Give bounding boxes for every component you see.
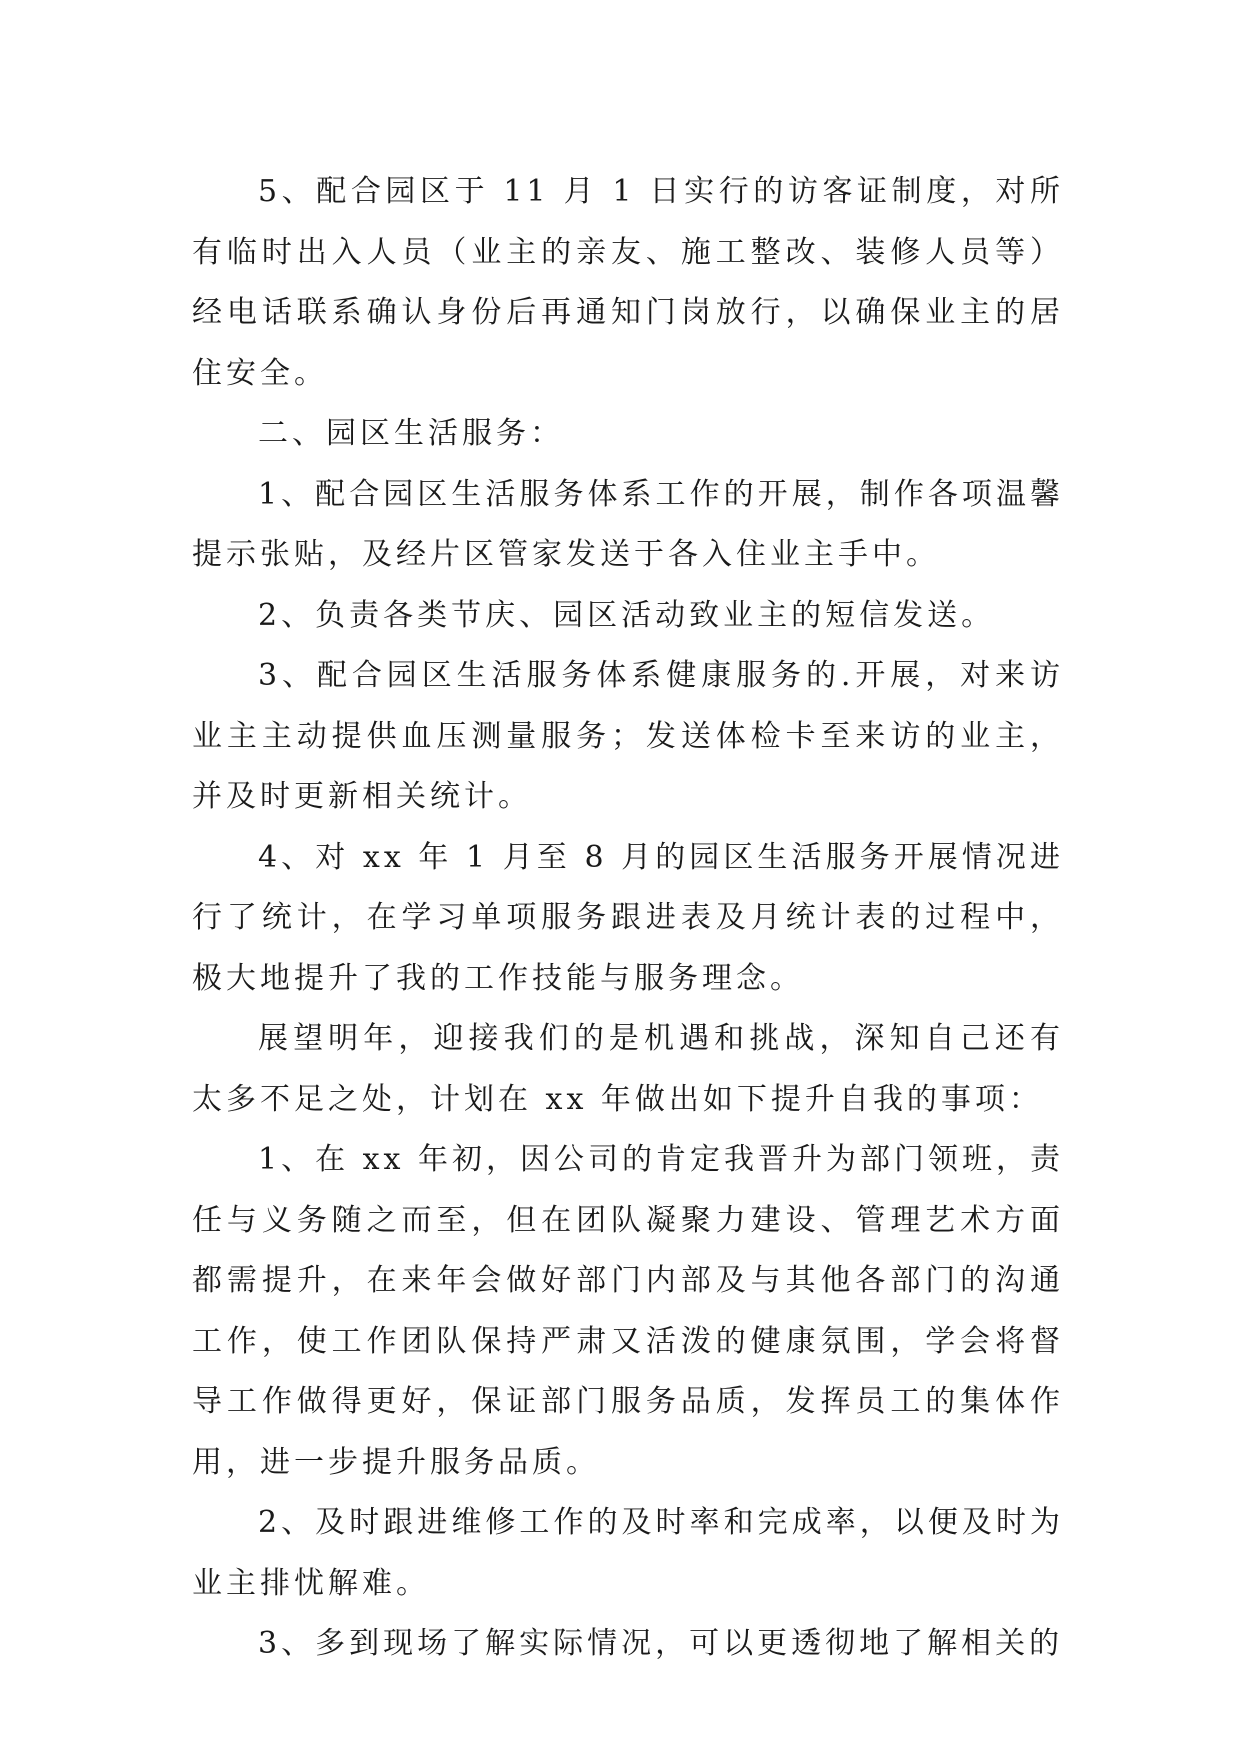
document-body: [192, 162, 1064, 1675]
paragraph-visitor-pass: 5、配合园区于 11 月 1 日实行的访客证制度，对所有临时出入人员（业主的亲友、施工整改、装修人员等）经电话联系确认身份后再通知门岗放行，以确保业主的居住安全。: [192, 174, 1064, 391]
paragraph-promotion: 1、在 xx 年初，因公司的肯定我晋升为部门领班，责任与义务随之而至，但在团队凝聚力建设、管理艺术方面都需提升，在来年会做好部门内部及与其他各部门的沟通工作，使工作团队保持严肃又活泼的健康氛围，学会将督导工作做得更好，保证部门服务品质，发挥员工的集体作用，进一步提升服务品质。: [192, 1142, 1064, 1480]
paragraph-reminder-posters: 1、配合园区生活服务体系工作的开展，制作各项温馨提示张贴，及经片区管家发送于各入住业主手中。: [192, 476, 1064, 572]
paragraph-health-service: 3、配合园区生活服务体系健康服务的.开展，对来访业主主动提供血压测量服务；发送体检卡至来访的业主，并及时更新相关统计。: [192, 658, 1064, 814]
paragraph-statistics: 4、对 xx 年 1 月至 8 月的园区生活服务开展情况进行了统计，在学习单项服务跟进表及月统计表的过程中，极大地提升了我的工作技能与服务理念。: [192, 839, 1064, 996]
paragraph-holiday-sms: 2、负责各类节庆、园区活动致业主的短信发送。: [258, 597, 996, 633]
paragraph-site-visits: 3、多到现场了解实际情况，可以更透彻地了解相关的: [258, 1626, 1064, 1661]
paragraph-outlook: 展望明年，迎接我们的是机遇和挑战，深知自己还有太多不足之处，计划在 xx 年做出如下提升自我的事项：: [192, 1021, 1064, 1117]
section-heading-life-services: 二、园区生活服务：: [258, 416, 564, 451]
paragraph-maintenance-followup: 2、及时跟进维修工作的及时率和完成率，以便及时为业主排忧解难。: [192, 1505, 1064, 1601]
